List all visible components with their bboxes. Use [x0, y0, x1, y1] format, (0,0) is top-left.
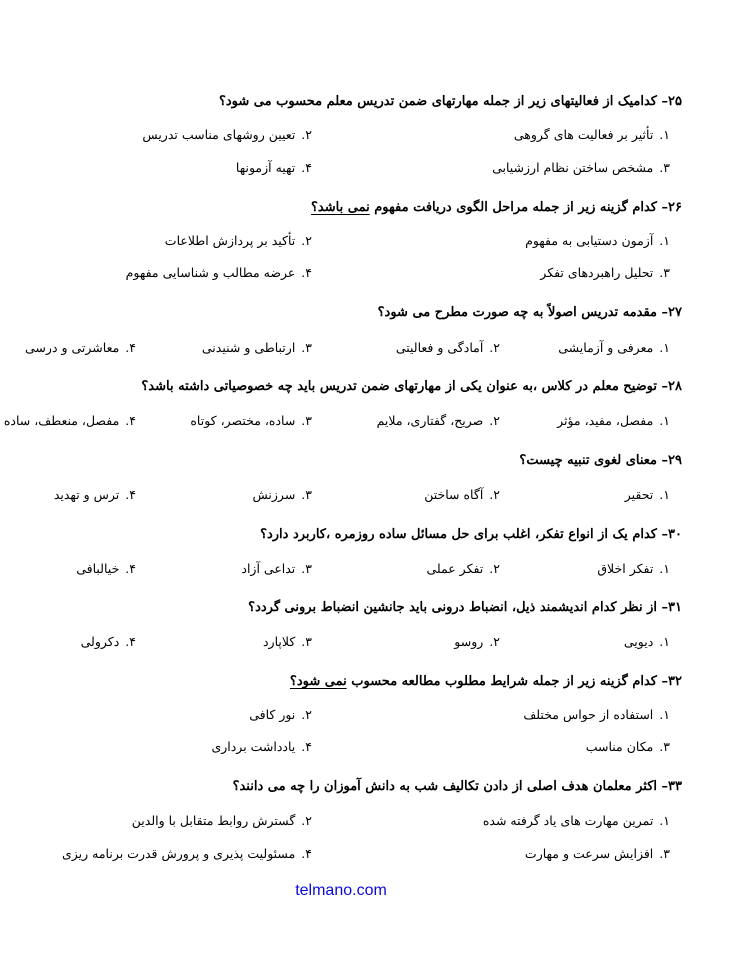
option-25-4: ۴.تهیه آزمونها [235, 160, 312, 175]
option-33-3: ۳.افزایش سرعت و مهارت [524, 846, 670, 861]
option-28-4: ۴.مفصل، منعطف، ساده [3, 413, 136, 428]
option-29-4: ۴.ترس و تهدید [53, 487, 136, 502]
question-28 [141, 378, 682, 396]
option-32-4: ۴.یادداشت برداری [211, 739, 312, 754]
footer [0, 882, 682, 900]
option-25-2: ۲.تعیین روشهای مناسب تدریس [142, 127, 312, 142]
option-29-3: ۳.سرزنش [252, 487, 312, 502]
question-text: توضیح معلم در کلاس ،به عنوان یکی از مهارتهای ضمن تدریس باید چه خصوصیاتی داشته باشد؟ [141, 379, 657, 394]
question-text: اکثر معلمان هدف اصلی از دادن تکالیف شب به دانش آموزان را چه می دانند؟ [232, 779, 657, 794]
question-26 [311, 199, 682, 217]
question-number: ۲۸– [661, 379, 682, 394]
question-27 [378, 304, 682, 322]
question-number: ۳۳– [661, 779, 682, 794]
question-text: کدام یک از انواع تفکر، اغلب برای حل مسائل ساده روزمره ،کاربرد دارد؟ [260, 527, 657, 542]
question-number: ۳۱– [661, 600, 682, 615]
option-28-1: ۱.مفصل، مفید، مؤثر [557, 413, 670, 428]
option-30-4: ۴.خیالبافی [76, 561, 136, 576]
option-29-2: ۲.آگاه ساختن [424, 487, 500, 502]
question-29 [519, 452, 682, 470]
option-32-2: ۲.نور کافی [249, 707, 312, 722]
site-link[interactable]: telmano.com [295, 882, 387, 899]
question-text: کدام گزینه زیر از جمله مراحل الگوی دریافت مفهوم [369, 200, 657, 215]
question-25 [219, 93, 682, 111]
option-26-3: ۳.تحلیل راهبردهای تفکر [540, 265, 670, 280]
option-30-2: ۲.تفکر عملی [426, 561, 500, 576]
question-emphasis: نمی شود؟ [289, 674, 347, 689]
option-27-2: ۲.آمادگی و فعالیتی [395, 340, 500, 355]
question-30 [260, 526, 682, 544]
option-33-4: ۴.مسئولیت پذیری و پرورش قدرت برنامه ریزی [61, 846, 312, 861]
question-31 [248, 599, 682, 617]
question-number: ۲۶– [661, 200, 682, 215]
question-text: از نظر کدام اندیشمند ذیل، انضباط درونی باید جانشین انضباط برونی گردد؟ [248, 600, 657, 615]
option-32-3: ۳.مکان مناسب [585, 739, 670, 754]
option-30-3: ۳.تداعی آزاد [241, 561, 312, 576]
option-25-3: ۳.مشخص ساختن نظام ارزشیابی [492, 160, 670, 175]
option-31-2: ۲.روسو [454, 634, 500, 649]
option-26-2: ۲.تأکید بر پردازش اطلاعات [164, 233, 312, 248]
question-text: معنای لغوی تنبیه چیست؟ [519, 453, 657, 468]
option-31-4: ۴.دکرولی [80, 634, 136, 649]
option-33-2: ۲.گسترش روابط متقابل با والدین [131, 813, 312, 828]
question-number: ۲۷– [661, 305, 682, 320]
option-29-1: ۱.تحقیر [624, 487, 670, 502]
question-number: ۲۹– [661, 453, 682, 468]
question-emphasis: نمی باشد؟ [311, 200, 370, 215]
question-32 [290, 673, 682, 691]
option-25-1: ۱.تأثیر بر فعالیت های گروهی [513, 127, 670, 142]
question-number: ۲۵– [661, 94, 682, 109]
option-31-3: ۳.کلاپارد [262, 634, 312, 649]
option-27-3: ۳.ارتباطی و شنیدنی [201, 340, 312, 355]
option-32-1: ۱.استفاده از حواس مختلف [523, 707, 670, 722]
question-33 [233, 778, 682, 796]
question-text: کدامیک از فعالیتهای زیر از جمله مهارتهای ضمن تدریس معلم محسوب می شود؟ [218, 94, 657, 109]
question-number: ۳۲– [661, 674, 682, 689]
question-number: ۳۰– [661, 527, 682, 542]
option-28-3: ۳.ساده، مختصر، کوتاه [190, 413, 312, 428]
option-33-1: ۱.تمرین مهارت های یاد گرفته شده [482, 813, 670, 828]
option-28-2: ۲.صریح، گفتاری، ملایم [376, 413, 500, 428]
option-27-1: ۱.معرفی و آزمایشی [558, 340, 670, 355]
question-text: کدام گزینه زیر از جمله شرایط مطلوب مطالعه محسوب [346, 674, 657, 689]
option-30-1: ۱.تفکر اخلاق [597, 561, 670, 576]
option-27-4: ۴.معاشرتی و درسی [25, 340, 136, 355]
option-26-4: ۴.عرضه مطالب و شناسایی مفهوم [125, 265, 312, 280]
question-text: مقدمه تدریس اصولاً به چه صورت مطرح می شود؟ [377, 305, 657, 320]
option-31-1: ۱.دیویی [623, 634, 670, 649]
option-26-1: ۱.آزمون دستیابی به مفهوم [525, 233, 670, 248]
